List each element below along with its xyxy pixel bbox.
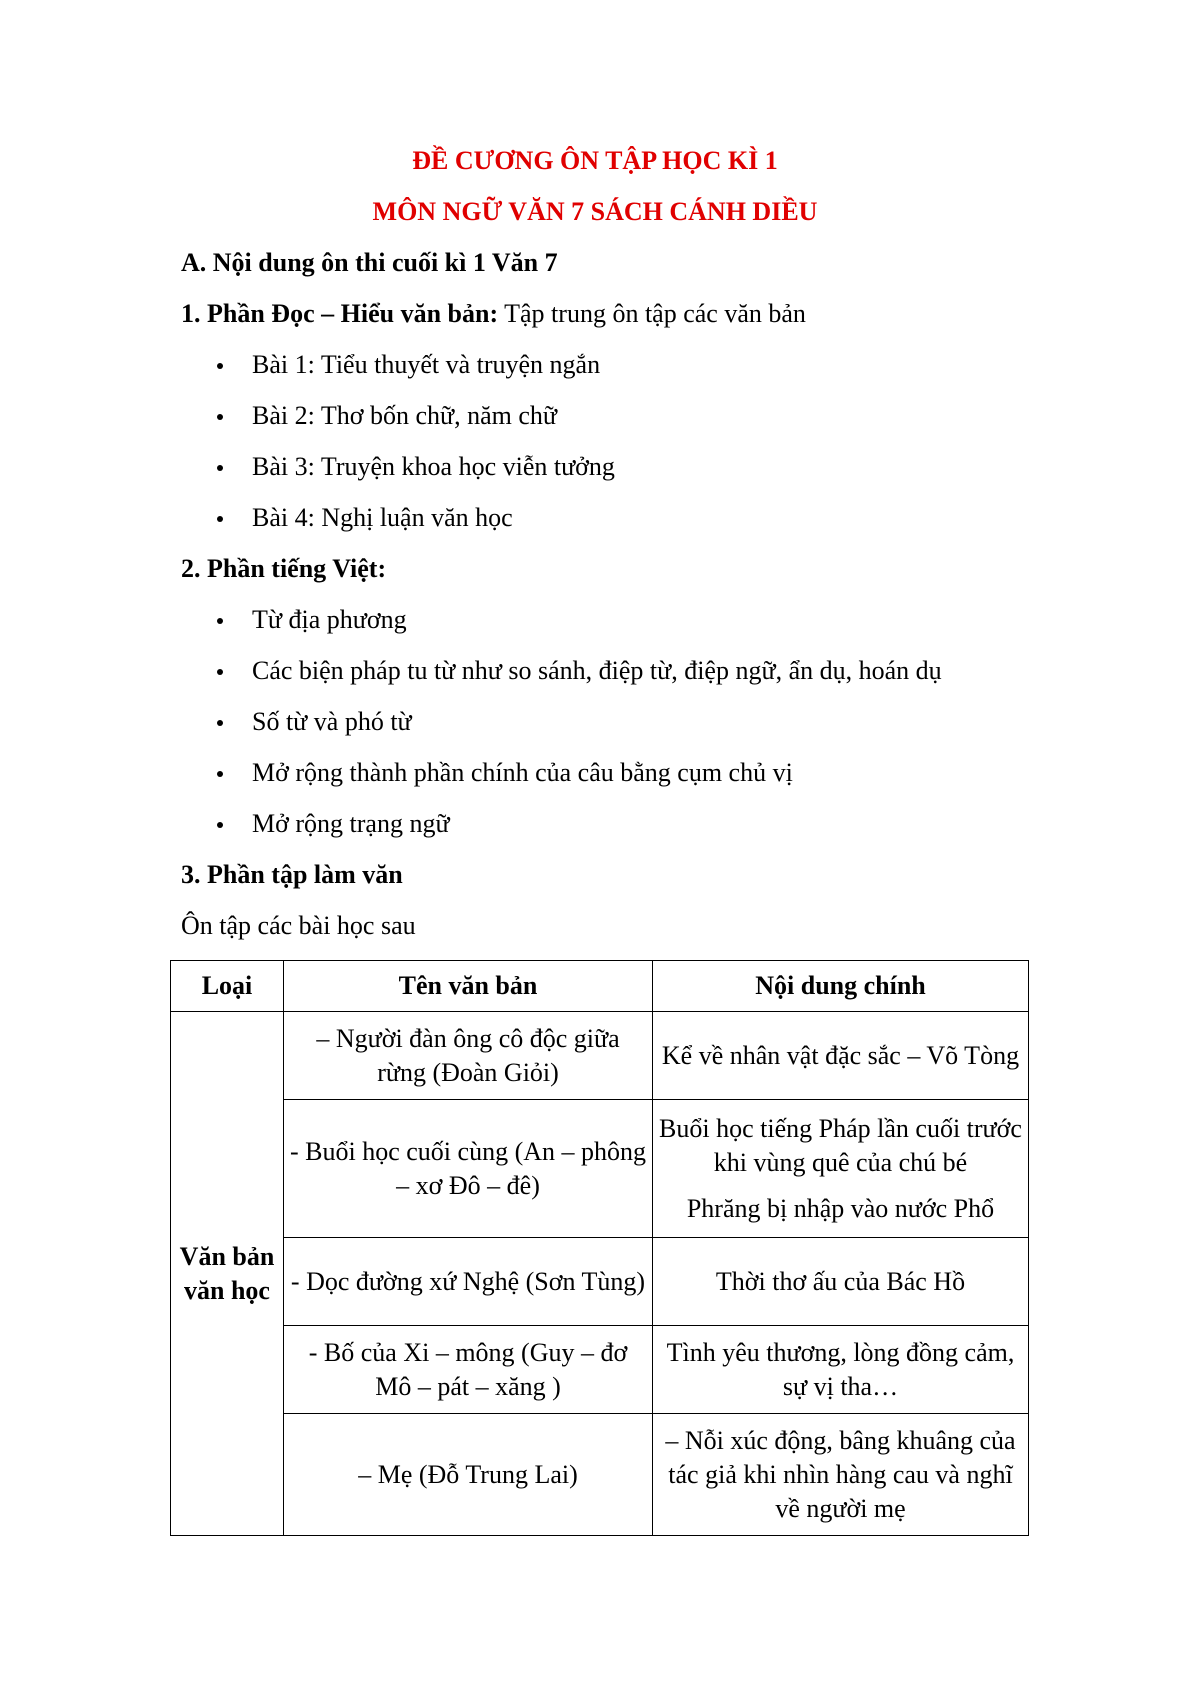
part-2-item: Từ địa phương — [252, 605, 407, 634]
part-1-item: Bài 1: Tiểu thuyết và truyện ngắn — [252, 350, 601, 379]
part-1-item: Bài 2: Thơ bốn chữ, năm chữ — [252, 401, 558, 430]
main-content-line: Phrăng bị nhập vào nước Phổ — [686, 1193, 995, 1223]
main-content-cell: Tình yêu thương, lòng đồng cảm, sự vị tha… — [653, 1326, 1029, 1414]
table-header-row — [171, 961, 1029, 1012]
table-row — [171, 1238, 1029, 1326]
part-2-heading: 2. Phần tiếng Việt: — [181, 554, 387, 583]
table-row — [171, 1100, 1029, 1238]
part-2-item: Mở rộng trạng ngữ — [252, 809, 450, 838]
table-row — [171, 1012, 1029, 1100]
part-2-item: Mở rộng thành phần chính của câu bằng cụm chủ vị — [252, 758, 793, 787]
part-2-item: Các biện pháp tu từ như so sánh, điệp từ, điệp ngữ, ẩn dụ, hoán dụ — [252, 656, 942, 685]
document-title-line-1: ĐỀ CƯƠNG ÔN TẬP HỌC KÌ 1 — [412, 146, 778, 175]
part-2-item: Số từ và phó từ — [252, 707, 412, 736]
text-name-cell: - Bố của Xi – mông (Guy – đơ Mô – pát – xăng ) — [284, 1326, 653, 1414]
table-row — [171, 1326, 1029, 1414]
part-1-heading-tail: Tập trung ôn tập các văn bản — [498, 299, 806, 328]
main-content-cell: – Nỗi xúc động, bâng khuâng của tác giả khi nhìn hàng cau và nghĩ về người mẹ — [653, 1414, 1029, 1536]
table-row — [171, 1414, 1029, 1536]
section-a-heading: A. Nội dung ôn thi cuối kì 1 Văn 7 — [181, 248, 558, 277]
part-1-heading-bold: 1. Phần Đọc – Hiểu văn bản: — [181, 299, 499, 328]
text-name-cell: - Dọc đường xứ Nghệ (Sơn Tùng) — [284, 1238, 653, 1326]
part-3-heading: 3. Phần tập làm văn — [181, 860, 403, 889]
part-1-item: Bài 3: Truyện khoa học viễn tưởng — [252, 452, 615, 481]
category-cell: Văn bản văn học — [171, 1012, 284, 1536]
document-title-line-2: MÔN NGỮ VĂN 7 SÁCH CÁNH DIỀU — [372, 197, 818, 226]
main-content-cell — [653, 1100, 1029, 1238]
main-content-cell: Thời thơ ấu của Bác Hồ — [653, 1238, 1029, 1326]
part-1-item: Bài 4: Nghị luận văn học — [252, 503, 513, 532]
main-content-line: Buổi học tiếng Pháp lần cuối trước khi vùng quê của chú bé — [659, 1113, 1022, 1177]
part-1-heading — [181, 299, 806, 329]
text-name-cell: – Mẹ (Đỗ Trung Lai) — [284, 1414, 653, 1536]
text-name-cell: - Buổi học cuối cùng (An – phông – xơ Đô – đê) — [284, 1100, 653, 1238]
header-text-name: Tên văn bản — [284, 961, 653, 1012]
main-content-cell: Kể về nhân vật đặc sắc – Võ Tòng — [653, 1012, 1029, 1100]
header-main-content: Nội dung chính — [653, 961, 1029, 1012]
part-3-intro: Ôn tập các bài học sau — [181, 911, 416, 940]
text-name-cell: – Người đàn ông cô độc giữa rừng (Đoàn Giỏi) — [284, 1012, 653, 1100]
review-table — [170, 960, 1029, 1536]
header-type: Loại — [171, 961, 284, 1012]
